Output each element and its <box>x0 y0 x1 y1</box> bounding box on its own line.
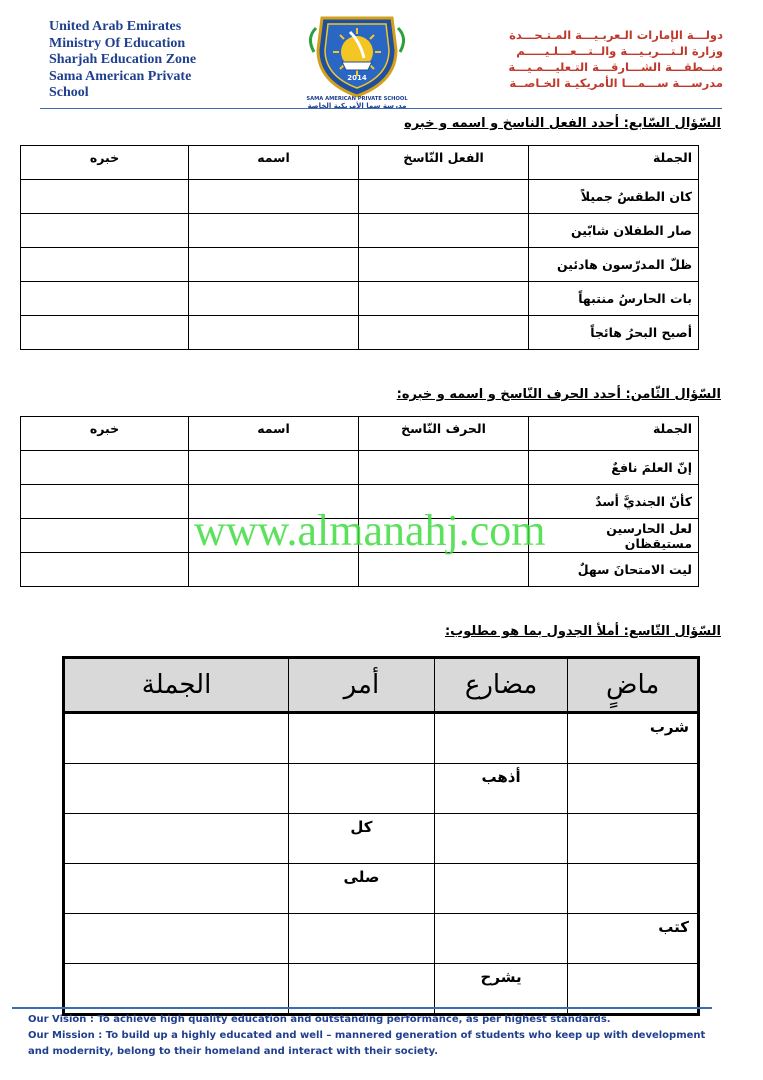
header-ar-line-4: مدرســـة ســـمـــا الأمريكيـة الخـاصــة <box>509 76 723 90</box>
table-row <box>21 316 699 350</box>
q8-sentence: إنّ العلمَ نافعٌ <box>529 451 699 485</box>
q9-imperative-cell[interactable] <box>289 914 435 964</box>
watermark: www.almanahj.com <box>194 506 546 555</box>
q9-imperative-cell[interactable]: صلى <box>289 864 435 914</box>
answer-cell[interactable] <box>189 316 359 350</box>
header-en-line-1: United Arab Emirates <box>49 19 182 34</box>
header-ar-line-1: دولـــة الإمارات الـعربـيـــة المـتـحـــدة <box>509 28 723 42</box>
table-row <box>64 764 699 814</box>
q9-header-past: ماضٍ <box>568 658 699 713</box>
q9-imperative-cell[interactable]: كل <box>289 814 435 864</box>
q7-header-row <box>21 146 699 180</box>
q8-sentence: لعل الحارسين مستيقظان <box>529 519 699 553</box>
header-en-line-3: Sharjah Education Zone <box>49 52 197 67</box>
q7-header-sentence: الجملة <box>529 146 699 180</box>
answer-cell[interactable] <box>21 451 189 485</box>
logo-text-ar: مدرسة سما الأمريكية الخاصة <box>307 102 407 108</box>
q9-past-cell[interactable] <box>568 814 699 864</box>
footer-divider <box>12 1007 712 1009</box>
q9-header-present: مضارع <box>434 658 568 713</box>
q7-table <box>20 145 699 350</box>
q9-past-cell[interactable] <box>568 764 699 814</box>
q9-past-cell[interactable] <box>568 864 699 914</box>
q9-present-cell[interactable]: أذهب <box>434 764 568 814</box>
q7-title: السّؤال السّابع: أحدد الفعل الناسخ و اسمه و خبره <box>404 116 721 131</box>
q8-table <box>20 416 699 587</box>
q9-imperative-cell[interactable] <box>289 713 435 764</box>
table-row <box>21 553 699 587</box>
q9-present-cell[interactable]: يشرح <box>434 964 568 1015</box>
answer-cell[interactable] <box>359 180 529 214</box>
q9-header-imperative: أمر <box>289 658 435 713</box>
table-row <box>21 282 699 316</box>
answer-cell[interactable] <box>21 214 189 248</box>
q9-present-cell[interactable] <box>434 864 568 914</box>
q9-present-cell[interactable] <box>434 713 568 764</box>
answer-cell[interactable] <box>189 282 359 316</box>
q9-past-cell[interactable]: شرب <box>568 713 699 764</box>
q7-header-predicate: خبره <box>21 146 189 180</box>
header-en-line-4: Sama American Private <box>49 68 192 84</box>
logo-year: 2014 <box>347 74 367 82</box>
q7-header-verb: الفعل النّاسخ <box>359 146 529 180</box>
q9-sentence-cell[interactable] <box>64 814 289 864</box>
table-row <box>64 914 699 964</box>
q8-sentence: ليت الامتحانَ سهلٌ <box>529 553 699 587</box>
answer-cell[interactable] <box>359 553 529 587</box>
table-row <box>21 248 699 282</box>
q8-title: السّؤال الثّامن: أحدد الحرف النّاسخ و اسمه و خبره: <box>396 387 721 402</box>
logo-text-en: SAMA AMERICAN PRIVATE SCHOOL <box>306 96 408 102</box>
answer-cell[interactable] <box>189 180 359 214</box>
table-row <box>64 713 699 764</box>
q7-sentence: كان الطقسُ جميلاً <box>529 180 699 214</box>
q9-imperative-cell[interactable] <box>289 764 435 814</box>
q9-sentence-cell[interactable] <box>64 764 289 814</box>
q8-header-subject: اسمه <box>189 417 359 451</box>
q7-sentence: بات الحارسُ منتبهاً <box>529 282 699 316</box>
q8-header-row <box>21 417 699 451</box>
q8-sentence: كأنّ الجنديَّ أسدٌ <box>529 485 699 519</box>
answer-cell[interactable] <box>359 248 529 282</box>
header-arabic <box>483 27 723 91</box>
header-english <box>49 19 279 102</box>
table-row <box>64 864 699 914</box>
answer-cell[interactable] <box>21 553 189 587</box>
answer-cell[interactable] <box>21 485 189 519</box>
q9-present-cell[interactable] <box>434 914 568 964</box>
answer-cell[interactable] <box>189 451 359 485</box>
q7-sentence: أصبح البحرُ هائجاً <box>529 316 699 350</box>
q7-sentence: ظلّ المدرّسون هادئين <box>529 248 699 282</box>
q8-header-particle: الحرف النّاسخ <box>359 417 529 451</box>
footer-vision: Our Vision : To achieve high quality education and outstanding performance, as per highest standards. <box>28 1014 611 1025</box>
school-logo <box>292 12 422 108</box>
answer-cell[interactable] <box>189 553 359 587</box>
footer-mission-1: Our Mission : To build up a highly educated and well – mannered generation of students who keep up with development <box>28 1030 706 1041</box>
header-divider <box>40 108 722 109</box>
answer-cell[interactable] <box>21 316 189 350</box>
answer-cell[interactable] <box>21 180 189 214</box>
q7-header-subject: اسمه <box>189 146 359 180</box>
answer-cell[interactable] <box>189 214 359 248</box>
answer-cell[interactable] <box>21 519 189 553</box>
answer-cell[interactable] <box>359 214 529 248</box>
q9-table <box>62 656 700 1016</box>
answer-cell[interactable] <box>359 282 529 316</box>
q8-header-sentence: الجملة <box>529 417 699 451</box>
header-ar-line-3: منــطقـــة الشـــارقـــة التـعليـــمـيـــة <box>508 60 723 74</box>
q9-header-sentence: الجملة <box>64 658 289 713</box>
header-en-line-2: Ministry Of Education <box>49 35 186 51</box>
q9-sentence-cell[interactable] <box>64 864 289 914</box>
answer-cell[interactable] <box>21 248 189 282</box>
table-row <box>21 180 699 214</box>
q8-header-predicate: خبره <box>21 417 189 451</box>
footer-mission-2: and modernity, belong to their homeland and interact with their society. <box>28 1046 438 1057</box>
q9-sentence-cell[interactable] <box>64 713 289 764</box>
table-row <box>21 214 699 248</box>
answer-cell[interactable] <box>189 248 359 282</box>
q9-present-cell[interactable] <box>434 814 568 864</box>
q9-title: السّؤال التّاسع: أملأ الجدول بما هو مطلوب: <box>444 624 721 639</box>
q9-header-row <box>64 658 699 713</box>
table-row <box>21 451 699 485</box>
answer-cell[interactable] <box>21 282 189 316</box>
answer-cell[interactable] <box>359 451 529 485</box>
q7-sentence: صار الطفلان شابّين <box>529 214 699 248</box>
q9-past-cell[interactable]: كتب <box>568 914 699 964</box>
answer-cell[interactable] <box>359 316 529 350</box>
footer <box>28 1012 728 1060</box>
table-row <box>64 814 699 864</box>
header-ar-line-2: وزارة الـتـــربـيـــة والــتـــعـــلـيـــــم <box>516 44 723 58</box>
header-en-line-5: School <box>49 85 89 100</box>
q9-sentence-cell[interactable] <box>64 914 289 964</box>
